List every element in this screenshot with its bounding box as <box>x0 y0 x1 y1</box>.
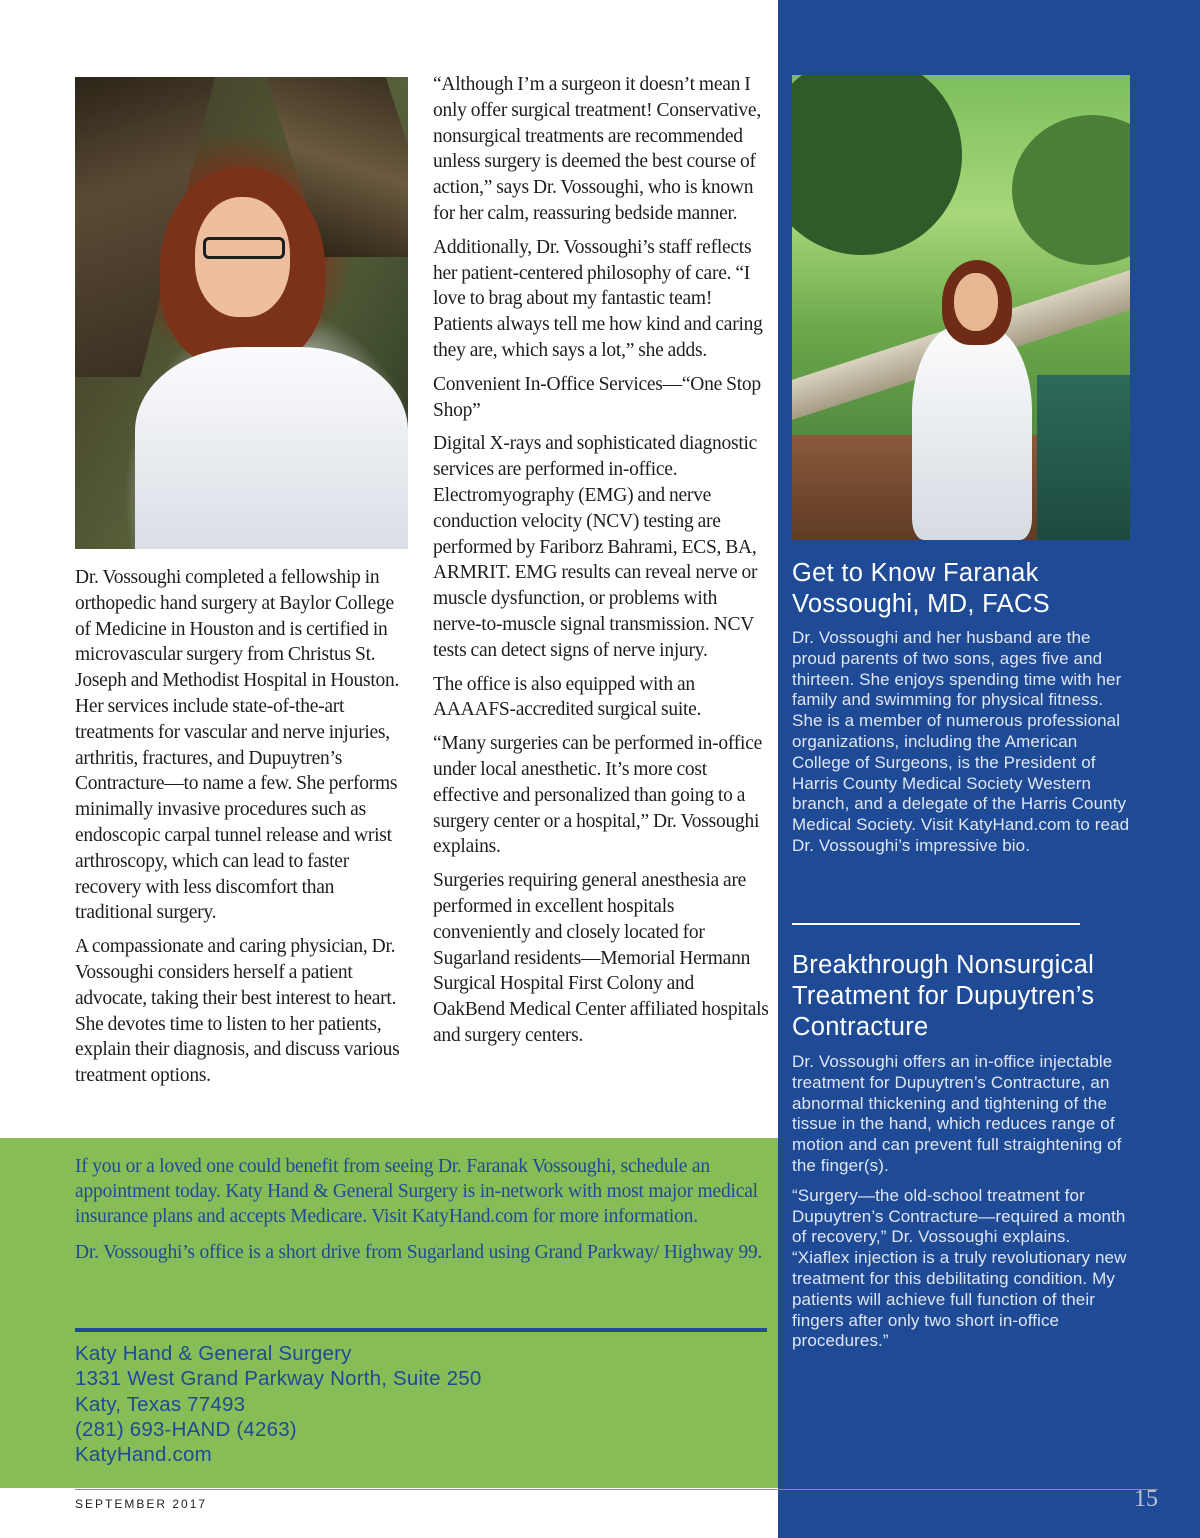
contact-address: 1331 West Grand Parkway North, Suite 250 <box>75 1367 482 1391</box>
sidebar-body: “Surgery—the old-school treatment for Dupuytren’s Contracture—required a month of recovery,” Dr. Vossoughi explains. “Xiaflex injection is a truly revolutionary new treatment for this debilitating condition. My patients will achieve full function of their fingers after only two short in-office procedures.” <box>792 1185 1127 1351</box>
callout-paragraph: Dr. Vossoughi’s office is a short drive from Sugarland using Grand Parkway/ Highway 99. <box>75 1241 763 1263</box>
body-paragraph: “Although I’m a surgeon it doesn’t mean I only offer surgical treatment! Conservative, nonsurgical treatments are recommended unless surgery is deemed the best course of action,” says Dr. Vossoughi, who is known for her calm, reassuring bedside manner. <box>433 74 761 224</box>
body-paragraph: Digital X-rays and sophisticated diagnostic services are performed in-office. Electromyography (EMG) and nerve conduction velocity (NCV) testing are performed by Fariborz Bahrami, ECS, BA, ARMRIT. EMG results can reveal nerve or muscle dysfunction, or problems with nerve-to-muscle signal transmission. NCV tests can detect signs of nerve injury. <box>433 433 758 661</box>
callout-paragraph: If you or a loved one could benefit from seeing Dr. Faranak Vossoughi, schedule an appointment today. Katy Hand & General Surgery is in-network with most major medical insurance plans and accepts Medicare. Visit KatyHand.com for more information. <box>75 1156 758 1228</box>
contact-city: Katy, Texas 77493 <box>75 1392 246 1416</box>
callout-text <box>75 1154 765 1275</box>
body-paragraph: The office is also equipped with an AAAAFS-accredited surgical suite. <box>433 673 702 721</box>
sidebar-divider <box>792 923 1080 925</box>
body-paragraph: A compassionate and caring physician, Dr. Vossoughi considers herself a patient advocate, taking their best interest to heart. She devotes time to listen to her patients, explain their diagnosis, and discuss various treatment options. <box>75 936 400 1087</box>
doctor-bridge-photo <box>792 75 1130 540</box>
sidebar-body: Dr. Vossoughi and her husband are the proud parents of two sons, ages five and thirteen. She enjoys spending time with her family and swimming for physical fitness. She is a member of numerous professional organizations, including the American College of Surgeons, is the President of Harris County Medical Society Western branch, and a delegate of the Harris County Medical Society. Visit KatyHand.com to read Dr. Vossoughi’s impressive bio. <box>792 628 1130 855</box>
middle-column-text <box>433 72 769 1057</box>
contact-divider <box>75 1328 767 1332</box>
contact-website-link[interactable]: KatyHand.com <box>75 1443 212 1467</box>
body-paragraph: “Many surgeries can be performed in-office under local anesthetic. It’s more cost effective and personalized than going to a surgery center or a hospital,” Dr. Vossoughi explains. <box>433 733 763 858</box>
sidebar-section-treatment <box>792 950 1132 1352</box>
sidebar-section-bio <box>792 558 1132 857</box>
left-column-text <box>75 565 413 1097</box>
doctor-portrait-photo <box>75 77 408 549</box>
contact-name: Katy Hand & General Surgery <box>75 1342 352 1365</box>
contact-block <box>75 1341 481 1467</box>
sidebar-heading: Breakthrough Nonsurgical Treatment for Dupuytren’s Contracture <box>792 951 1095 1041</box>
footer-divider <box>75 1489 1158 1490</box>
body-paragraph: Dr. Vossoughi completed a fellowship in orthopedic hand surgery at Baylor College of Medicine in Houston and is certified in microvascular surgery from Christus St. Joseph and Methodist Hospital in Houston. Her services include state-of-the-art treatments for vascular and nerve injuries, arthritis, fractures, and Dupuytren’s Contracture—to name a few. She performs minimally invasive procedures such as endoscopic carpal tunnel release and wrist arthroscopy, which can lead to faster recovery with less discomfort than traditional surgery. <box>75 567 400 924</box>
contact-phone[interactable]: (281) 693-HAND (4263) <box>75 1417 297 1441</box>
body-paragraph: Surgeries requiring general anesthesia are performed in excellent hospitals conveniently and closely located for Sugarland residents—Memorial Hermann Surgical Hospital First Colony and OakBend Medical Center affiliated hospitals and surgery centers. <box>433 870 769 1046</box>
sidebar-heading: Get to Know Faranak Vossoughi, MD, FACS <box>792 559 1050 618</box>
subheading: Convenient In-Office Services—“One Stop Shop” <box>433 373 761 421</box>
body-paragraph: Additionally, Dr. Vossoughi’s staff reflects her patient-centered philosophy of care. “I love to brag about my fantastic team! Patients always tell me how kind and caring they are, which says a lot,” she adds. <box>433 236 763 361</box>
sidebar-body: Dr. Vossoughi offers an in-office injectable treatment for Dupuytren’s Contracture, an abnormal thickening and tightening of the tissue in the hand, which reduces range of motion and can prevent full straightening of the finger(s). <box>792 1052 1122 1175</box>
page-number: 15 <box>1134 1486 1158 1512</box>
issue-date: SEPTEMBER 2017 <box>75 1497 208 1511</box>
